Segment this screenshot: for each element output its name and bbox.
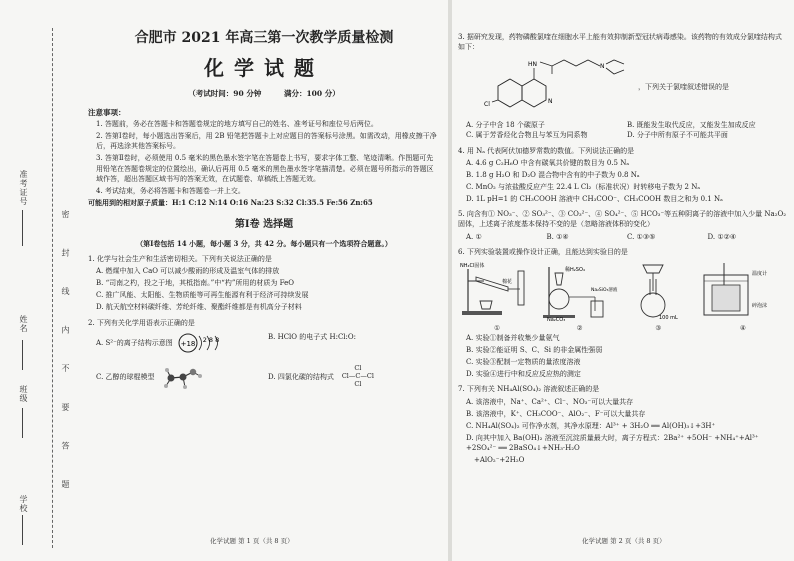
- q7-option-a: A. 该溶液中，Na⁺、Ca²⁺、Cl⁻、NO₃⁻可以大量共存: [466, 397, 634, 406]
- note-3: 3. 答第Ⅱ卷时，必须使用 0.5 毫米的黑色墨水签字笔在答题卷上书写，要求字体工整、笔迹清晰。作图题可先用铅笔在答题卷规定的位置绘出，确认后再用 0.5 毫米的黑色墨水签字笔描清楚。必须在题号所指示的答题区域作答，超出答题区域书写的答案无效，在试题卷、草稿纸上答题无效。: [96, 154, 434, 183]
- q1-option-b: B. “司南之杓，投之于地，其柢指南。”中“杓”所用的材质为 FeO: [96, 279, 294, 288]
- app3-volume: 100 mL: [659, 314, 679, 321]
- q1-option-d: D. 航天航空材料碳纤维、芳纶纤维、聚酯纤维都是有机高分子材料: [96, 303, 302, 312]
- q3-stem-tail: ，下列关于氯喹叙述错误的是: [638, 83, 729, 92]
- volume-title: 第Ⅰ卷 选择题: [234, 219, 294, 231]
- q6-option-a: A. 实验①制备并收集少量氨气: [466, 333, 560, 342]
- q3-option-d: D. 分子中所有原子不可能共平面: [627, 131, 728, 140]
- q7-option-d: D. 向其中加入 Ba(OH)₂ 溶液至沉淀质量最大时，离子方程式：2Ba²⁺ +5OH⁻ +NH₄⁺+Al³⁺ +2SO₄²⁻ ══ 2BaSO₄↓+NH₃·H₂O: [466, 433, 759, 453]
- acid-strength-setup-icon: [541, 261, 619, 321]
- app4-foam: 碎泡沫: [751, 302, 767, 309]
- left-content: [88, 28, 440, 390]
- q6-option-d: D. 实验④进行中和反应反应热的测定: [466, 370, 581, 379]
- apparatus-1: [458, 261, 536, 331]
- volumetric-flask-icon: [623, 261, 693, 321]
- app2-carbonate: Na₂CO₃: [546, 316, 565, 321]
- apparatus-1-number: ①: [494, 323, 500, 332]
- question-2: [88, 318, 440, 390]
- q7-option-d-tail: +AlO₂⁻+2H₂O: [474, 456, 525, 465]
- exam-no-line: [22, 210, 23, 246]
- exam-time: （考试时间：90 分钟: [188, 89, 262, 99]
- exam-score: 满分：100 分）: [283, 89, 340, 99]
- name-line: [22, 340, 23, 370]
- q4-option-c: C. MnO₂ 与浓盐酸反应产生 22.4 L Cl₂（标准状况）时转移电子数为 2 Nₐ: [466, 182, 701, 191]
- right-footer: 化学试题 第 2 页（共 8 页）: [582, 537, 666, 545]
- atomic-masses: [88, 198, 440, 208]
- right-content: [458, 32, 788, 467]
- q3-stem: 3. 据研究发现，药物磷酸氯喹在细胞水平上能有效抑制新型冠状病毒感染。该药物的有效成分氯喹结构式如下：: [458, 33, 782, 52]
- q1-option-c: C. 推广风能、太阳能、生物质能等可再生能源有利于经济可持续发展: [96, 291, 309, 300]
- q4-option-b: B. 1.8 g H₂O 和 D₂O 混合物中含有的中子数为 0.8 Nₐ: [466, 170, 640, 179]
- svg-text:N: N: [548, 98, 553, 106]
- q2-options-row2: [88, 364, 440, 390]
- q6-option-c: C. 实验③配制一定物质的量浓度溶液: [466, 358, 581, 367]
- q2-stem: 2. 下列有关化学用语表示正确的是: [88, 318, 195, 327]
- volume-instructions: （第Ⅰ卷包括 14 小题，每小题 3 分，共 42 分。每小题只有一个选项符合题意。）: [136, 238, 392, 248]
- q5-option-b: B. ①④: [546, 232, 569, 241]
- ion-structure-diagram-icon: [177, 332, 233, 354]
- apparatus-4-number: ④: [740, 323, 746, 332]
- app4-thermometer: 温度计: [751, 270, 767, 277]
- class-line: [22, 408, 23, 438]
- q3-molecule-row: [478, 56, 788, 118]
- seal-line-text: 密 封 线 内 不 要 答 题: [61, 210, 70, 502]
- apparatus-2: [541, 261, 619, 331]
- exam-no-label: 准考证号: [19, 170, 28, 206]
- ion-nucleus-label: +18: [180, 339, 196, 348]
- question-7: [458, 384, 788, 465]
- app1-cotton: 棉花: [502, 278, 513, 285]
- question-3: [458, 32, 788, 141]
- apparatus-2-number: ②: [576, 323, 583, 332]
- q2-option-b: B. HClO 的电子式 H:Cl:O:: [268, 332, 356, 341]
- q5-option-d: D. ①②④: [707, 232, 737, 241]
- q3-option-b: B. 既能发生取代反应，又能发生加成反应: [627, 121, 756, 130]
- notes-title: 注意事项：: [88, 108, 126, 118]
- question-5: [458, 209, 788, 241]
- right-page: [452, 0, 794, 561]
- apparatus-4: [698, 261, 788, 331]
- chloroquine-structure-icon: [478, 56, 638, 118]
- q5-option-c: C. ①③⑤: [627, 232, 656, 241]
- q2-option-c-text: C. 乙醇的球棍模型: [96, 372, 155, 381]
- q2-option-a: [96, 332, 268, 354]
- q3-options: [458, 120, 788, 140]
- app2-acid: 稀H₂SO₄: [564, 266, 585, 273]
- svg-text:N: N: [600, 63, 605, 71]
- note-2: 2. 答第Ⅰ卷时，每小题选出答案后，用 2B 铅笔把答题卡上对应题目的答案标号涂黑。如需改动，用橡皮擦干净后，再选涂其他答案标号。: [96, 132, 437, 151]
- binding-strip: [4, 10, 74, 555]
- question-6: [458, 247, 788, 380]
- subject-title: 化学试题: [204, 56, 324, 81]
- q7-option-b: B. 该溶液中，K⁺、CH₃COO⁻、AlO₂⁻、F⁻可以大量共存: [466, 409, 646, 418]
- name-label: 姓名: [19, 315, 28, 333]
- q2-option-a-text: A. S²⁻的离子结构示意图: [96, 338, 173, 347]
- q3-option-c: C. 属于芳香烃化合物且与苯互为同系物: [466, 131, 588, 140]
- app1-label: NH₄Cl固体: [460, 262, 485, 269]
- q2-option-d: [268, 364, 440, 390]
- question-4: [458, 146, 788, 205]
- app2-silicate: Na₂SiO₃溶液: [590, 287, 618, 293]
- exam-meta: [88, 89, 440, 100]
- q4-stem: 4. 用 Nₐ 代表阿伏加德罗常数的数值。下列说法正确的是: [458, 146, 635, 155]
- svg-text:Cl: Cl: [484, 101, 490, 109]
- q4-option-d: D. 1L pH=1 的 CH₃COOH 溶液中 CH₃COO⁻、CH₃COOH 数目之和为 0.1 Nₐ: [466, 195, 723, 204]
- apparatus-3: [623, 261, 693, 331]
- q6-stem: 6. 下列实验装置或操作设计正确，且能达到实验目的是: [458, 247, 628, 256]
- q5-stem: 5. 向含有① NO₃⁻、② SO₃²⁻、③ CO₃²⁻、④ SO₄²⁻、⑤ HCO₃⁻等五种阴离子的溶液中加入少量 Na₂O₂ 固体，上述离子浓度基本保持不变的是（忽略溶液体积的变化）: [458, 210, 787, 229]
- q1-option-a: A. 燃煤中加入 CaO 可以减少酸雨的形成及温室气体的排放: [96, 266, 280, 275]
- q7-stem: 7. 下列有关 NH₄Al(SO₄)₂ 溶液叙述正确的是: [458, 385, 600, 394]
- school-label: 学校: [19, 495, 28, 513]
- q6-option-b: B. 实验②能证明 S、C、Si 的非金属性强弱: [466, 345, 603, 354]
- class-label: 班级: [19, 385, 28, 403]
- svg-text:HN: HN: [528, 61, 537, 69]
- q2-options-row1: [88, 332, 440, 354]
- apparatus-3-number: ③: [655, 323, 662, 332]
- school-line: [22, 515, 23, 545]
- q4-option-a: A. 4.6 g C₂H₆O 中含有碳氧共价键的数目为 0.5 Nₐ: [466, 158, 630, 167]
- ammonia-setup-icon: [458, 261, 536, 321]
- exam-title: 合肥市 2021 年高三第一次教学质量检测: [134, 30, 394, 46]
- ion-shell-label: 2 8 8: [202, 335, 220, 344]
- q5-options: [458, 232, 788, 242]
- ball-stick-model-icon: [161, 364, 205, 390]
- left-footer: 化学试题 第 1 页（共 8 页）: [210, 537, 294, 545]
- ccl4-structure: Cl Cl—C—Cl Cl: [341, 363, 374, 388]
- atomic-masses-label: 可能用到的相对原子质量：: [88, 198, 172, 208]
- question-1: [88, 254, 440, 313]
- q7-option-c: C. NH₄Al(SO₄)₂ 可作净水剂，其净水原理：Al³⁺ + 3H₂O ══ Al(OH)₃↓+3H⁺: [466, 421, 716, 430]
- seal-dash-line: [52, 28, 53, 548]
- q1-stem: 1. 化学与社会生产和生活密切相关。下列有关说法正确的是: [88, 254, 272, 263]
- q3-option-a: A. 分子中含 18 个碳原子: [466, 121, 545, 130]
- q5-option-a: A. ①: [466, 232, 482, 241]
- note-1: 1. 答题前，务必在答题卡和答题卷规定的地方填写自己的姓名、准考证号和座位号后两位。: [96, 120, 378, 129]
- calorimeter-icon: [698, 261, 788, 321]
- atomic-masses-values: H:1 C:12 N:14 O:16 Na:23 S:32 Cl:35.5 Fe:56 Zn:65: [172, 198, 373, 208]
- q6-apparatus-row: [458, 261, 788, 331]
- note-4: 4. 考试结束，务必将答题卡和答题卷一并上交。: [96, 186, 245, 195]
- q2-option-d-text: D. 四氯化碳的结构式: [268, 372, 334, 381]
- q2-option-c: [96, 364, 268, 390]
